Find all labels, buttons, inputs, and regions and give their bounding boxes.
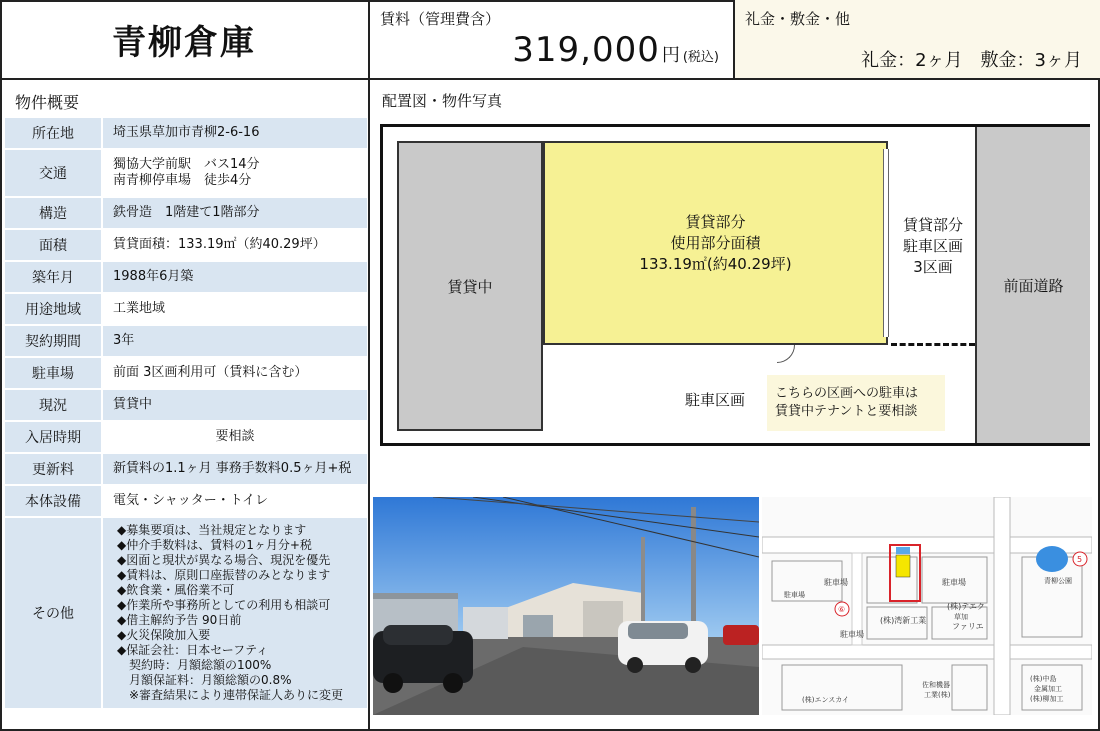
rental-line-3: 133.19㎡(約40.29坪) bbox=[639, 254, 792, 273]
property-title: 青柳倉庫 bbox=[112, 22, 256, 63]
location-map-image bbox=[762, 497, 1092, 715]
overview-row bbox=[5, 294, 367, 324]
overview-row bbox=[5, 390, 367, 420]
property-photo-image bbox=[373, 497, 759, 715]
overview-row-key: その他 bbox=[5, 518, 101, 708]
overview-value-line: 獨協大学前駅 バス14分 bbox=[113, 157, 260, 172]
overview-row bbox=[5, 326, 367, 356]
location-map bbox=[762, 497, 1092, 715]
front-road bbox=[975, 127, 1090, 443]
overview-row bbox=[5, 454, 367, 484]
occupied-section bbox=[397, 141, 543, 431]
overview-value-line: ◆飲食業・風俗業不可 bbox=[117, 583, 235, 597]
overview-row-key: 現況 bbox=[5, 390, 101, 420]
map-company3b-label: 金属加工 bbox=[1034, 685, 1062, 693]
parking-line-3: 3区画 bbox=[913, 258, 953, 276]
overview-row-value bbox=[103, 118, 367, 148]
overview-row-value bbox=[103, 486, 367, 516]
overview-row-value bbox=[103, 198, 367, 228]
overview-table bbox=[5, 118, 367, 710]
overview-row-key: 面積 bbox=[5, 230, 101, 260]
map-parking-label-d: 駐車場 bbox=[784, 591, 805, 599]
overview-row-key: 契約期間 bbox=[5, 326, 101, 356]
overview-title: 物件概要 bbox=[15, 93, 80, 112]
parking-boundary-dash bbox=[891, 343, 975, 346]
overview-value-line: 鉄骨造 1階建て1階部分 bbox=[113, 205, 260, 220]
overview-value-line: ◆募集要項は、当社規定となります bbox=[117, 523, 307, 537]
rent-value bbox=[512, 30, 719, 70]
overview-row bbox=[5, 198, 367, 228]
front-road-label: 前面道路 bbox=[1003, 276, 1064, 295]
overview-row-value bbox=[103, 150, 367, 196]
overview-value-line: ◆仲介手数料は、賃料の1ヶ月分+税 bbox=[117, 538, 312, 552]
overview-row bbox=[5, 118, 367, 148]
map-company2a-label: (株)テエク bbox=[947, 602, 985, 611]
rental-section bbox=[543, 141, 888, 345]
overview-row-key: 構造 bbox=[5, 198, 101, 228]
overview-value-line: 前面 3区画利用可（賃料に含む） bbox=[113, 365, 308, 380]
parking-line-2: 駐車区画 bbox=[902, 237, 963, 255]
key-money-box bbox=[735, 0, 1100, 80]
overview-value-line: 賃貸面積：133.19㎡（約40.29坪） bbox=[113, 237, 326, 252]
map-company4a-label: 佐和機器 bbox=[922, 681, 950, 689]
map-company2b-label: 草加 bbox=[954, 613, 968, 621]
overview-value-line: 新賃料の1.1ヶ月 事務手数料0.5ヶ月+税 bbox=[113, 461, 352, 476]
overview-value-line: 3年 bbox=[113, 333, 135, 348]
overview-value-line: ◆火災保険加入要 bbox=[117, 628, 211, 642]
layout-title: 配置図・物件写真 bbox=[382, 92, 503, 110]
rental-line-1: 賃貸部分 bbox=[685, 212, 746, 231]
map-parking-label-a: 駐車場 bbox=[824, 578, 848, 587]
occupied-label: 賃貸中 bbox=[447, 277, 493, 296]
overview-value-line: 1988年6月築 bbox=[113, 269, 194, 284]
site-plan bbox=[380, 124, 1090, 446]
map-block6-label: ⑥ bbox=[838, 605, 846, 614]
map-company1-label: (株)湾新工業 bbox=[880, 616, 927, 625]
overview-value-line: 埼玉県草加市青柳2-6-16 bbox=[113, 125, 260, 140]
overview-row bbox=[5, 150, 367, 196]
overview-value-line: 電気・シャッター・トイレ bbox=[113, 493, 269, 508]
overview-row-key: 用途地域 bbox=[5, 294, 101, 324]
overview-value-line: ◆図面と現状が異なる場合、現況を優先 bbox=[117, 553, 331, 567]
overview-row-value bbox=[103, 454, 367, 484]
overview-row-key: 駐車場 bbox=[5, 358, 101, 388]
map-company3c-label: (株)柳加工 bbox=[1030, 695, 1064, 703]
map-company3a-label: (株)中島 bbox=[1030, 675, 1057, 683]
overview-row-key: 本体設備 bbox=[5, 486, 101, 516]
overview-row-key: 入居時期 bbox=[5, 422, 101, 452]
overview-row-key: 更新料 bbox=[5, 454, 101, 484]
map-block5-label: 5 bbox=[1077, 555, 1083, 564]
overview-value-line: 南青柳停車場 徒歩4分 bbox=[113, 173, 252, 188]
overview-row bbox=[5, 230, 367, 260]
overview-row bbox=[5, 262, 367, 292]
overview-row-value bbox=[103, 358, 367, 388]
parking-line-1: 賃貸部分 bbox=[902, 216, 963, 234]
overview-row-value bbox=[103, 390, 367, 420]
rent-box bbox=[370, 0, 735, 80]
property-photo bbox=[373, 497, 759, 715]
overview-row-value bbox=[103, 262, 367, 292]
map-company5-label: (株)エンスカイ bbox=[802, 696, 850, 704]
property-title-box bbox=[0, 0, 370, 80]
rental-line-2: 使用部分面積 bbox=[670, 233, 761, 252]
overview-value-line: ※審査結果により連帯保証人ありに変更 bbox=[117, 688, 344, 702]
shutter-edge bbox=[883, 149, 889, 337]
overview-value-line: 賃貸中 bbox=[113, 397, 153, 412]
rental-parking-label bbox=[891, 215, 975, 278]
overview-row-value bbox=[103, 422, 367, 452]
rent-amount: 319,000 bbox=[512, 30, 660, 70]
front-parking-label: 駐車区画 bbox=[685, 391, 746, 409]
overview-panel bbox=[0, 80, 370, 731]
overview-row-value bbox=[103, 230, 367, 260]
overview-value-line: ◆保証会社：日本セーフティ bbox=[117, 643, 269, 657]
overview-value-line: 工業地域 bbox=[113, 301, 166, 316]
overview-row-key: 交通 bbox=[5, 150, 101, 196]
overview-value-line: 要相談 bbox=[215, 429, 255, 444]
overview-row-value bbox=[103, 326, 367, 356]
door-swing bbox=[777, 345, 795, 363]
note-line-1: こちらの区画への駐車は bbox=[775, 386, 919, 401]
key-money-value: 礼金：2ヶ月 敷金：3ヶ月 bbox=[861, 50, 1082, 71]
map-parking-label-c: 駐車場 bbox=[840, 630, 864, 639]
note-line-2: 賃貸中テナントと要相談 bbox=[775, 404, 918, 419]
overview-value-line: 契約時：月額総額の100% bbox=[117, 658, 272, 672]
overview-row bbox=[5, 358, 367, 388]
overview-value-line: 月額保証料：月額総額の0.8% bbox=[117, 673, 292, 687]
overview-value-line: ◆作業所や事務所としての利用も相談可 bbox=[117, 598, 331, 612]
map-parking-label-b: 駐車場 bbox=[942, 578, 966, 587]
parking-note bbox=[767, 375, 945, 431]
overview-row-key: 所在地 bbox=[5, 118, 101, 148]
overview-row-value bbox=[103, 294, 367, 324]
overview-row bbox=[5, 422, 367, 452]
rent-unit: 円 bbox=[661, 45, 680, 66]
overview-value-line: ◆賃料は、原則口座振替のみとなります bbox=[117, 568, 331, 582]
map-company2c-label: ファリエ bbox=[952, 622, 984, 631]
overview-row-key: 築年月 bbox=[5, 262, 101, 292]
map-company4b-label: 工業(株) bbox=[924, 691, 951, 699]
overview-row bbox=[5, 486, 367, 516]
rent-label: 賃料（管理費含） bbox=[380, 10, 501, 28]
overview-row bbox=[5, 518, 367, 708]
key-money-label: 礼金・敷金・他 bbox=[745, 10, 851, 28]
map-park-label: 青柳公園 bbox=[1044, 577, 1072, 585]
overview-row-value bbox=[103, 518, 367, 708]
rent-tax-note: (税込) bbox=[682, 50, 719, 65]
overview-value-line: ◆借主解約予告 90日前 bbox=[117, 613, 242, 627]
